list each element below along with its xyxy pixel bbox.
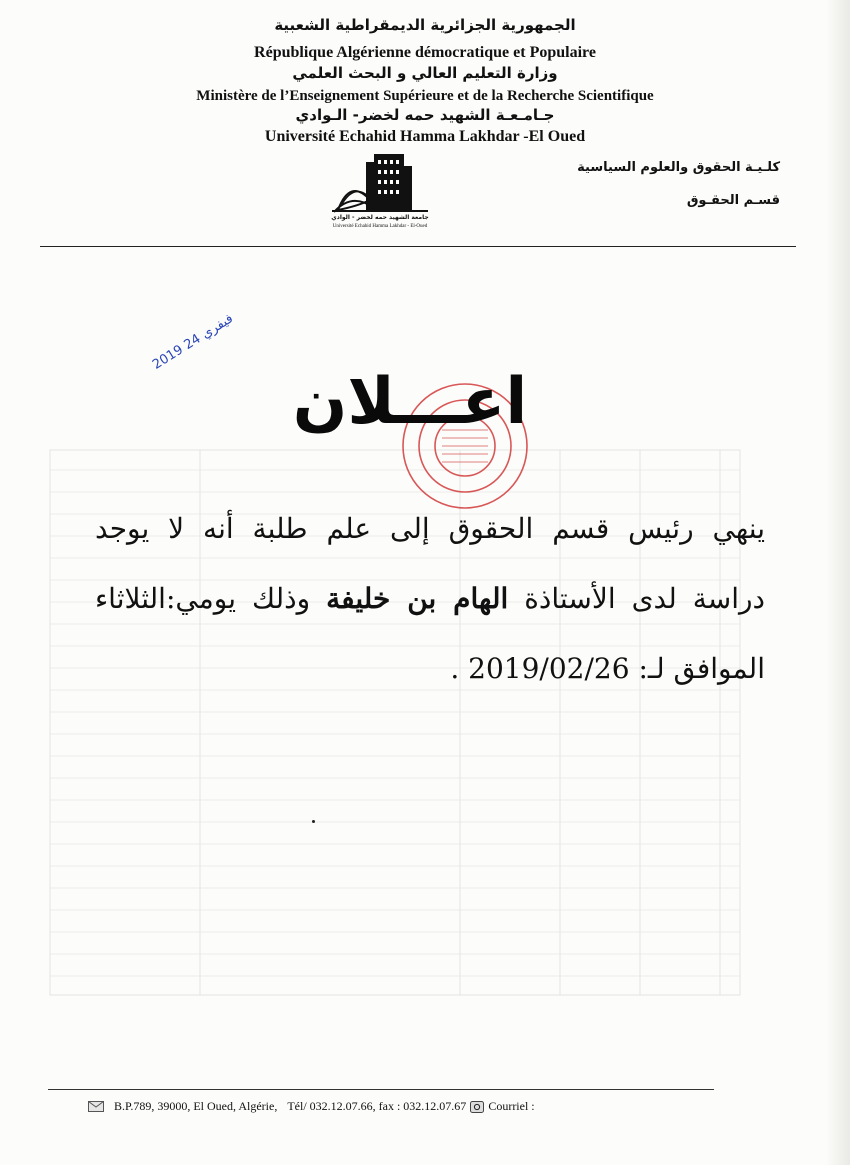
header-ministry-ar: وزارة التعليم العالي و البحث العلمي <box>292 64 558 82</box>
professor-name: الهام بن خليفة <box>326 582 509 615</box>
page-edge-shadow <box>826 0 850 1165</box>
header-divider <box>40 246 796 247</box>
stray-dot <box>312 820 315 823</box>
date-stamp: 2019 فيفري 24 <box>150 311 236 373</box>
department-name: قسـم الحقـوق <box>686 193 780 208</box>
faculty-name: كلـيـة الحقوق والعلوم السياسية <box>577 160 780 175</box>
header-ministry-fr: Ministère de l’Enseignement Supérieure et de la Recherche Scientifique <box>196 88 654 104</box>
notice-line-3-date: الموافق لـ: 2019/02/26 . <box>450 652 765 685</box>
footer-phone-fax: Tél/ 032.12.07.66, fax : 032.12.07.67 <box>287 1099 467 1113</box>
footer-address: B.P.789, 39000, El Oued, Algérie, <box>114 1099 278 1113</box>
footer-contact <box>88 1099 535 1114</box>
header-republic-fr: République Algérienne démocratique et Populaire <box>254 44 596 61</box>
notice-line-2-start: دراسة لدى الأستاذة <box>524 582 765 615</box>
email-at-icon <box>470 1101 484 1113</box>
notice-title: اعـــلان <box>292 365 528 439</box>
header-university-ar: جـامـعـة الشهيد حمه لخضر- الـوادي <box>295 106 555 124</box>
logo-caption-ar: جامعة الشهيد حمه لخضر - الوادي <box>331 214 429 221</box>
notice-line-2 <box>95 582 765 615</box>
header-republic-ar: الجمهورية الجزائرية الديمقراطية الشعبية <box>274 16 576 34</box>
notice-line-1: ينهي رئيس قسم الحقوق إلى علم طلبة أنه لا يوجد <box>95 512 765 545</box>
logo-caption-fr: Université Echahid Hamma Lakhdar - El-Oued <box>332 224 428 229</box>
footer-divider <box>48 1089 714 1090</box>
header-university-fr: Université Echahid Hamma Lakhdar -El Oued <box>264 128 586 145</box>
envelope-icon <box>88 1101 104 1112</box>
footer-email-label: Courriel : <box>488 1099 535 1113</box>
notice-line-2-end: وذلك يومي:الثلاثاء <box>95 582 311 615</box>
